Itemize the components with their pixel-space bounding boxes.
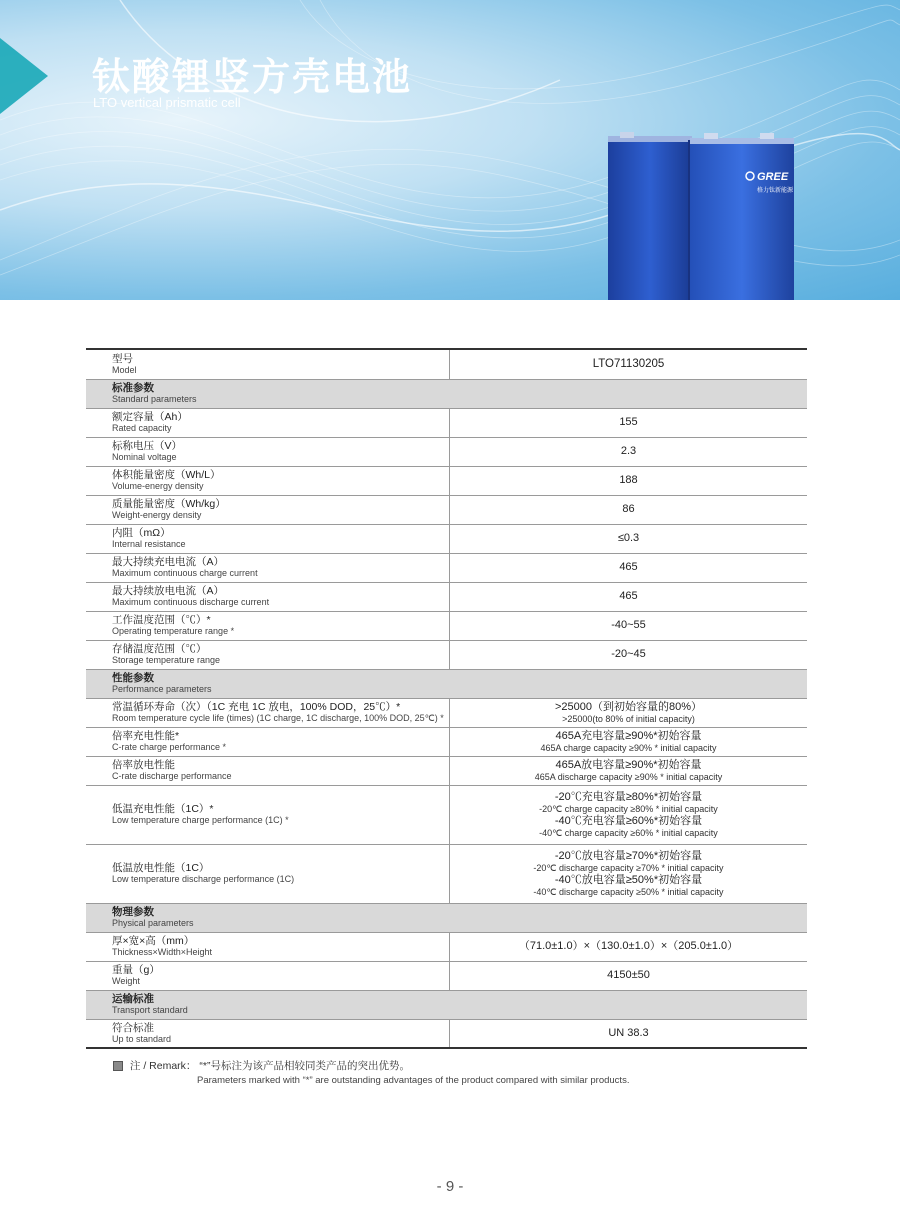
value-cell [450,785,808,844]
value-line: -40℃ charge capacity ≥60% * initial capacity [539,827,718,838]
label-en: Internal resistance [112,539,186,549]
label-cell [86,524,450,553]
table-row [86,1019,807,1048]
label-cell [86,961,450,990]
value-cell [450,961,808,990]
value-cell [450,611,808,640]
label-cell [86,990,450,1019]
value-cell [450,466,808,495]
label-cn: 符合标准 [112,1021,154,1034]
section-header [86,903,807,932]
table-row [86,437,807,466]
label-cn: 低温充电性能（1C）* [112,803,214,815]
value-line: 465A charge capacity ≥90% * initial capacity [540,742,717,753]
label-cell [86,349,450,379]
label-cn: 低温放电性能（1C） [112,862,210,874]
label-en: C-rate discharge performance [112,771,232,781]
label-en: Maximum continuous discharge current [112,597,270,607]
value-line: 4150±50 [607,969,650,981]
label-cell [86,379,450,408]
label-cn: 内阻（mΩ） [112,527,171,539]
label-cn: 质量能量密度（Wh/kg） [112,498,226,510]
label-cn: 倍率充电性能* [112,730,180,742]
model-row [86,349,807,379]
remark [113,1058,629,1086]
value-cell [450,932,808,961]
value-line: -20℃ discharge capacity ≥70% * initial capacity [533,862,724,873]
table-row [86,524,807,553]
value-line: -20℃充电容量≥80%*初始容量 [554,790,703,803]
label-cell [86,437,450,466]
table-row [86,582,807,611]
table-row [86,961,807,990]
label-cell [86,932,450,961]
label-cn: 常温循环寿命（次）（1C 充电 1C 放电，100% DOD，25℃）* [112,701,401,713]
value-cell [450,582,808,611]
label-en: Performance parameters [112,684,212,694]
value-cell [450,669,808,698]
label-cn: 标准参数 [112,382,154,394]
value-cell [450,495,808,524]
label-cn: 额定容量（Ah） [112,411,188,423]
value-cell [450,640,808,669]
battery-cells-image [600,128,810,300]
label-en: Transport standard [112,1005,188,1015]
value-cell [450,756,808,785]
value-line: 86 [622,503,635,515]
label-en: Maximum continuous charge current [112,568,258,578]
label-en: Physical parameters [112,918,194,928]
table-row [86,932,807,961]
value-line: （71.0±1.0）×（130.0±1.0）×（205.0±1.0） [518,940,739,952]
section-header [86,379,807,408]
value-line: -40℃充电容量≥60%*初始容量 [554,814,703,827]
table-row [86,611,807,640]
header-banner [0,0,900,300]
label-cell [86,756,450,785]
value-cell [450,698,808,727]
table-row [86,785,807,844]
table-row [86,640,807,669]
value-cell [450,379,808,408]
square-bullet-icon [113,1061,123,1071]
label-cell [86,553,450,582]
accent-triangle [0,38,48,114]
value-cell [450,524,808,553]
section-header [86,990,807,1019]
label-en: Room temperature cycle life (times) (1C charge, 1C discharge, 100% DOD, 25℃) * [112,713,444,723]
value-line: -40℃ discharge capacity ≥50% * initial capacity [533,886,724,897]
label-cell [86,727,450,756]
value-line: -20~45 [611,648,646,660]
value-line: -40℃放电容量≥50%*初始容量 [554,873,703,886]
label-cn: 运输标准 [112,993,154,1005]
label-cn: 型号 [112,352,133,365]
value-cell [450,437,808,466]
value-line: -20℃ charge capacity ≥80% * initial capacity [539,803,718,814]
label-en: Thickness×Width×Height [112,947,213,957]
remark-label: 注 / Remark： [129,1060,197,1072]
label-cn: 体积能量密度（Wh/L） [112,469,221,481]
label-cell [86,466,450,495]
label-en: Volume-energy density [112,481,204,491]
label-en: Rated capacity [112,423,172,433]
value-cell [450,844,808,903]
value-line: ≤0.3 [617,532,640,544]
label-en: Nominal voltage [112,452,177,462]
page-title: 钛酸锂竖方壳电池 [92,55,413,99]
logo-text: GREE [757,171,789,183]
label-en: Operating temperature range * [112,626,235,636]
label-cell [86,495,450,524]
value-cell [450,727,808,756]
remark-cn: “*”号标注为该产品相较同类产品的突出优势。 [199,1060,410,1072]
label-cell [86,785,450,844]
value-line: 2.3 [620,445,637,457]
label-cell [86,611,450,640]
value-cell [450,990,808,1019]
label-en: Weight-energy density [112,510,202,520]
page-subtitle: LTO vertical prismatic cell [93,95,241,110]
label-en: Low temperature charge performance (1C) * [112,815,289,825]
value-line: >25000（到初始容量的80%） [554,700,703,713]
value-cell [450,408,808,437]
table-row [86,466,807,495]
spec-table [86,348,807,1049]
label-en: Weight [112,976,140,986]
value-line: >25000(to 80% of initial capacity) [562,713,695,724]
label-cell [86,1019,450,1048]
label-cell [86,698,450,727]
label-cn: 物理参数 [112,906,154,918]
section-header [86,669,807,698]
value-line: 465A discharge capacity ≥90% * initial capacity [534,771,723,782]
value-cell [450,1019,808,1048]
label-cell [86,844,450,903]
value-cell [450,903,808,932]
label-cn: 存储温度范围（℃） [112,643,207,655]
remark-en: Parameters marked with “*” are outstanding advantages of the product compared with similar products. [197,1075,630,1086]
page-number: - 9 - [436,1178,464,1195]
label-cell [86,669,450,698]
table-row [86,844,807,903]
label-cn: 倍率放电性能 [112,759,175,771]
label-cell [86,582,450,611]
value-line: 465 [619,590,638,602]
table-row [86,553,807,582]
label-en: Standard parameters [112,394,197,404]
value-line: 188 [619,474,638,486]
label-cn: 标称电压（V） [112,440,183,452]
value-line: 155 [619,416,638,428]
table-row [86,495,807,524]
value-line: 465A放电容量≥90%*初始容量 [555,758,702,771]
label-cell [86,408,450,437]
table-row [86,408,807,437]
value-cell [450,349,808,379]
label-cn: 性能参数 [112,672,154,684]
value-line: -20℃放电容量≥70%*初始容量 [554,849,703,862]
label-cn: 工作温度范围（℃）* [112,614,211,626]
label-en: Up to standard [112,1033,172,1044]
label-en: C-rate charge performance * [112,742,227,752]
value-cell [450,553,808,582]
table-row [86,727,807,756]
value-line: -40~55 [611,619,646,631]
logo-sub: 格力钛新能源 [757,187,794,194]
label-cn: 最大持续充电电流（A） [112,556,225,568]
label-en: Model [112,364,137,375]
value-line: UN 38.3 [608,1026,649,1039]
label-cell [86,903,450,932]
table-row [86,756,807,785]
value-line: 465 [619,561,638,573]
label-en: Storage temperature range [112,655,221,665]
model-value: LTO71130205 [592,357,665,370]
table-row [86,698,807,727]
label-en: Low temperature discharge performance (1C) [112,874,295,884]
value-line: 465A充电容量≥90%*初始容量 [555,729,702,742]
label-cell [86,640,450,669]
label-cn: 厚×宽×高（mm） [112,935,195,947]
label-cn: 最大持续放电电流（A） [112,585,225,597]
label-cn: 重量（g） [112,964,160,976]
